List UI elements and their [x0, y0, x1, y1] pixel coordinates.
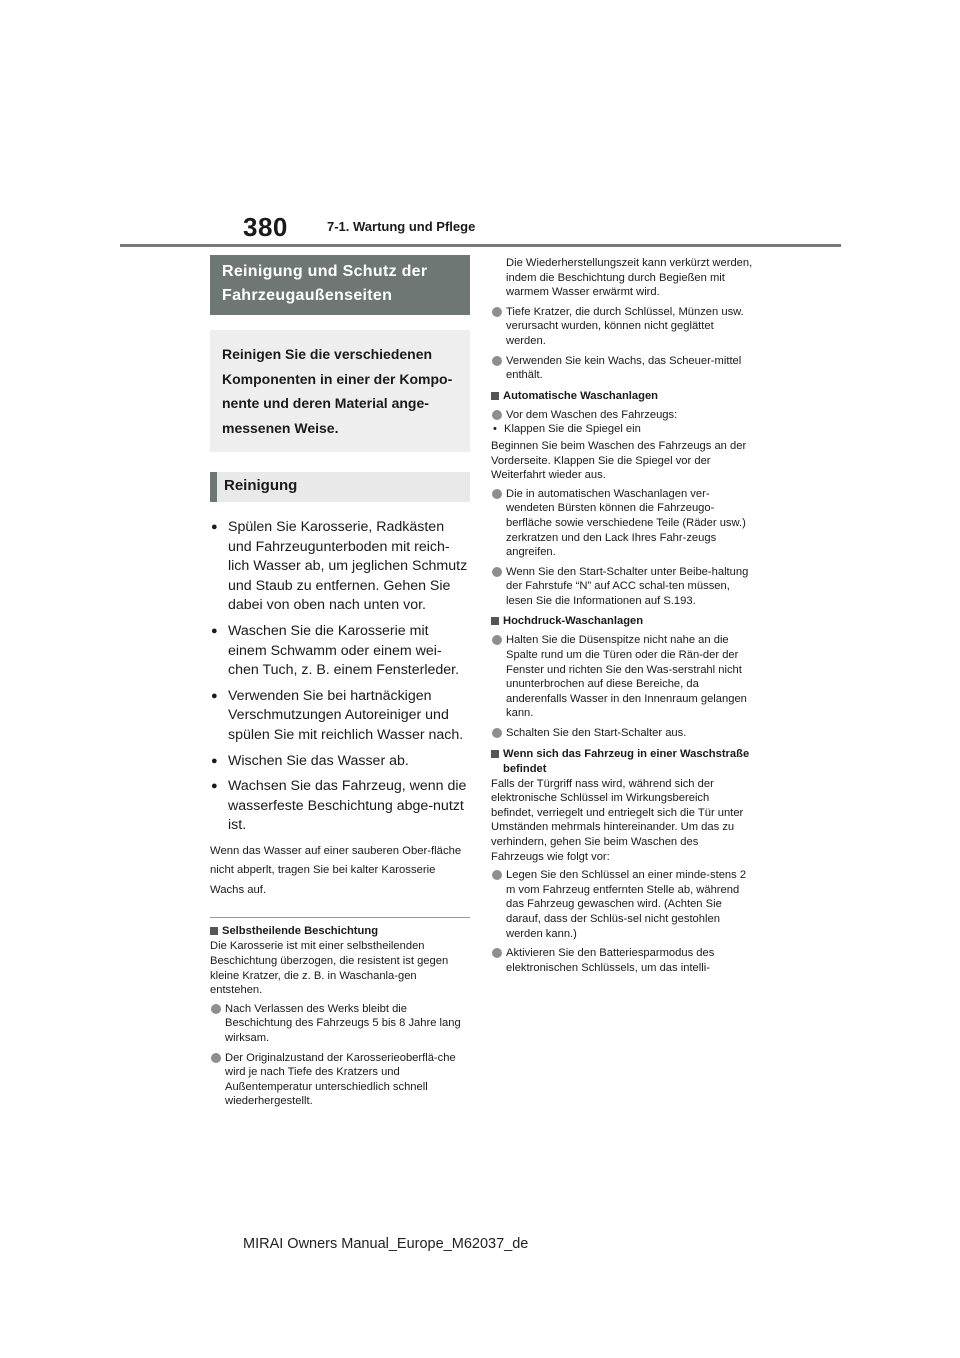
list-item: ● Verwenden Sie bei hartnäckigen Verschmutzungen Autoreiniger und spülen Sie mit reichlich Wasser nach. [210, 687, 470, 746]
list-item: Nach Verlassen des Werks bleibt die Beschichtung des Fahrzeugs 5 bis 8 Jahre lang wirksam. [210, 1002, 470, 1046]
high-pressure-list [491, 633, 753, 740]
list-item: Aktivieren Sie den Batteriesparmodus des elektronischen Schlüssels, um das intelli- [491, 946, 753, 975]
intro-box: Reinigen Sie die verschiedenen Komponenten in einer der Kompo-nente und deren Material ange-messenen Weise. [210, 330, 470, 452]
self-healing-text: Die Karosserie ist mit einer selbstheilenden Beschichtung überzogen, die resistent ist gegen kleine Kratzer, die z. B. in Waschanla-gen entstehen. [210, 940, 449, 997]
list-item: Die in automatischen Waschanlagen ver-wendeten Bürsten können die Fahrzeugo-berfläche sowie verschiedene Teile (Räder usw.) zerkratzen und den Lack Ihres Fahr-zeugs angreifen. [491, 487, 753, 560]
auto-wash-heading: Automatische Waschanlagen [491, 389, 753, 404]
list-item: Verwenden Sie kein Wachs, das Scheuer-mittel enthält. [491, 354, 753, 383]
list-item: Legen Sie den Schlüssel an einer minde-stens 2 m vom Fahrzeug entfernten Stelle ab, während das Fahrzeug gewaschen wird. (Achten Sie darauf, dass der Schlüs-sel nicht gestohlen werden kann.) [491, 868, 753, 941]
car-wash-text: Falls der Türgriff nass wird, während sich der elektronische Schlüssel im Wirkungsbereich befindet, verriegelt und entriegelt sich die Tür unter Umständen mehrmals hintereinander. Um das zu verhindern, gehen Sie beim Waschen des Fahrzeugs wie folgt vor: [491, 777, 744, 863]
list-item: Schalten Sie den Start-Schalter aus. [491, 726, 753, 741]
footer: MIRAI Owners Manual_Europe_M62037_de [243, 1236, 529, 1252]
list-item: Tiefe Kratzer, die durch Schlüssel, Münzen usw. verursacht wurden, können nicht geglättet werden. [491, 305, 753, 349]
header-rule [120, 244, 841, 247]
main-heading: Reinigung und Schutz der Fahrzeugaußenseiten [210, 255, 470, 315]
left-column [210, 255, 470, 1114]
list-item: ● Wachsen Sie das Fahrzeug, wenn die wasserfeste Beschichtung abge-nutzt ist. [210, 777, 470, 836]
auto-wash-list-b [491, 487, 753, 609]
auto-wash-list-a [491, 408, 753, 423]
continuation-text: Die Wiederherstellungszeit kann verkürzt werden, indem die Beschichtung durch Begießen mit warmem Wasser erwärmt wird. [506, 257, 753, 299]
sub-heading-reinigung: Reinigung [210, 472, 470, 502]
list-item: Halten Sie die Düsenspitze nicht nahe an die Spalte rund um die Türen oder die Rän-der der Fenster und richten Sie den Was-serstrahl nicht ununterbrochen auf diese Bereiche, da anderenfalls Wasser in den Innenraum gelangen kann. [491, 633, 753, 721]
page-number: 380 [243, 212, 288, 242]
list-item: Wenn Sie den Start-Schalter unter Beibe-haltung der Fahrstufe “N” auf ACC schal-ten müssen, lesen Sie die Informationen auf S.193. [491, 565, 753, 609]
section-title: 7-1. Wartung und Pflege [327, 219, 476, 234]
high-pressure-heading: Hochdruck-Waschanlagen [491, 614, 753, 629]
car-wash-heading: Wenn sich das Fahrzeug in einer Waschstraße befindet [491, 747, 753, 777]
list-item: Der Originalzustand der Karosserieoberflä-che wird je nach Tiefe des Kratzers und Außentemperatur unterschiedlich schnell wiederhergestellt. [210, 1051, 470, 1109]
wax-note: Wenn das Wasser auf einer sauberen Ober-fläche nicht abperlt, tragen Sie bei kalter Karosserie Wachs auf. [210, 844, 462, 896]
dash-item: • Klappen Sie die Spiegel ein [491, 422, 753, 437]
list-item: Vor dem Waschen des Fahrzeugs: [491, 408, 753, 423]
list-item: ● Waschen Sie die Karosserie mit einem Schwamm oder einem wei-chen Tuch, z. B. einem Fensterleder. [210, 622, 470, 681]
divider [210, 917, 470, 918]
cleaning-steps [210, 518, 470, 836]
list-item: ● Wischen Sie das Wasser ab. [210, 752, 470, 772]
right-column [491, 256, 753, 980]
list-item: ● Spülen Sie Karosserie, Radkästen und Fahrzeugunterboden mit reich-lich Wasser ab, um jeglichen Schmutz und Staub zu entfernen. Gehen Sie dabei von oben nach unten vor. [210, 518, 470, 616]
coating-notes [491, 305, 753, 383]
auto-wash-text: Beginnen Sie beim Waschen des Fahrzeugs an der Vorderseite. Klappen Sie die Spiegel vor der Weiterfahrt wieder aus. [491, 439, 747, 482]
self-healing-heading: Selbstheilende Beschichtung [210, 924, 470, 939]
self-healing-list [210, 1002, 470, 1109]
car-wash-list [491, 868, 753, 975]
